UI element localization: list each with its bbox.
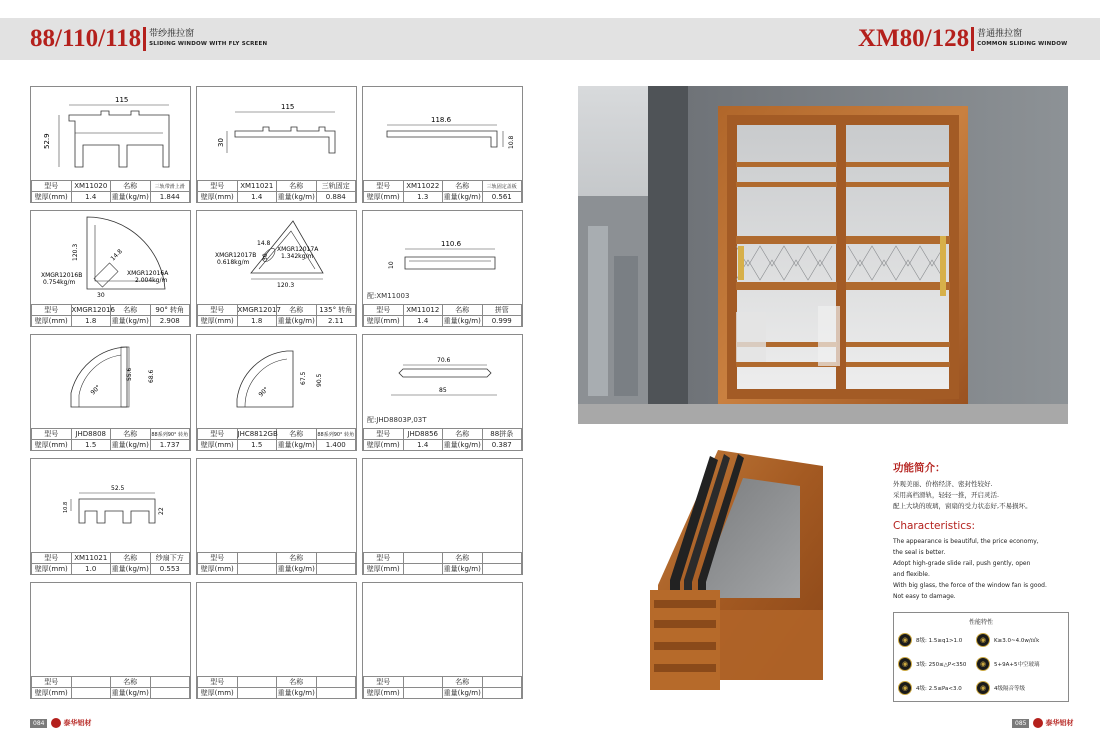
spec-table: 型号 名称 壁厚(mm) 重量(kg/m)	[197, 552, 356, 575]
profile-drawing	[363, 87, 522, 180]
spec-table: 型号 XM11022 名称 三轨固定盖板 壁厚(mm) 1.3 重量(kg/m) 0.561	[363, 180, 522, 203]
svg-text:22: 22	[158, 507, 165, 515]
wind-pressure-icon: ◉	[898, 681, 912, 695]
logo-icon	[1033, 718, 1043, 728]
series-title-right: XM80/128	[858, 25, 970, 52]
page-number: 085	[1012, 719, 1029, 728]
profile-card	[362, 210, 523, 327]
header-subtitle-left	[149, 29, 267, 49]
profile-drawing	[31, 459, 190, 552]
spec-table: 型号 JHD8808 名称 88系列90° 转角 壁厚(mm) 1.5 重量(kg/m) 1.737	[31, 428, 190, 451]
svg-text:10.8: 10.8	[63, 501, 69, 513]
profile-card	[362, 582, 523, 699]
svg-text:XMGR12016A: XMGR12016A	[127, 270, 169, 277]
profile-drawing	[31, 335, 190, 428]
subtitle-en: COMMON SLIDING WINDOW	[977, 41, 1068, 47]
feature-line: Adopt high-grade slide rail, push gently, open	[893, 560, 1031, 567]
insulation-icon: ◉	[976, 633, 990, 647]
subtitle-cn: 普通推拉窗	[977, 29, 1023, 39]
subtitle-cn: 带纱推拉窗	[149, 29, 195, 39]
profile-card	[30, 86, 191, 203]
spec-table: 型号 XMGR12016 名称 90° 转角 壁厚(mm) 1.8 重量(kg/m) 2.908	[31, 304, 190, 327]
airtightness-icon: ◉	[898, 633, 912, 647]
profile-note: 配:JHD8803P,03T	[367, 416, 427, 424]
svg-text:110.6: 110.6	[441, 240, 462, 248]
profile-card	[30, 210, 191, 327]
profile-drawing	[197, 211, 356, 304]
spec-table: 型号 XM11021 名称 三轨固定 壁厚(mm) 1.4 重量(kg/m) 0.884	[197, 180, 356, 203]
logo-icon	[51, 718, 61, 728]
profile-card	[196, 458, 357, 575]
brand-logo: 泰华铝材	[1033, 718, 1073, 728]
svg-text:120.3: 120.3	[277, 282, 295, 289]
svg-text:52.9: 52.9	[43, 133, 51, 149]
spec-table: 型号 JHC8812GB 名称 88系列90° 转角 壁厚(mm) 1.5 重量(kg/m) 1.400	[197, 428, 356, 451]
svg-text:30: 30	[97, 292, 105, 299]
spec-table: 型号 名称 壁厚(mm) 重量(kg/m)	[363, 552, 522, 575]
svg-text:14.8: 14.8	[109, 248, 124, 263]
footer-right	[1012, 718, 1073, 728]
profile-card	[362, 86, 523, 203]
spec-table: 型号 名称 壁厚(mm) 重量(kg/m)	[31, 676, 190, 699]
feature-line: Not easy to damage.	[893, 593, 956, 600]
svg-text:90.5: 90.5	[316, 373, 323, 387]
svg-text:30: 30	[262, 253, 269, 261]
svg-text:67.5: 67.5	[300, 371, 307, 385]
svg-text:68.6: 68.6	[148, 369, 155, 383]
spec-table: 型号 XM11020 名称 三轨带滑上滑 壁厚(mm) 1.4 重量(kg/m) 1.844	[31, 180, 190, 203]
brand-logo: 泰华铝材	[51, 718, 91, 728]
svg-text:115: 115	[115, 96, 129, 104]
svg-text:0.754kg/m: 0.754kg/m	[43, 279, 76, 286]
feature-line: the seal is better.	[893, 549, 946, 556]
profile-card	[196, 86, 357, 203]
profile-card	[30, 458, 191, 575]
performance-row: ◉ 3级: 250≤△P<350 ◉ 5+9A+5中空玻璃	[898, 653, 1068, 675]
svg-text:2.004kg/m: 2.004kg/m	[135, 277, 168, 284]
profile-grid	[30, 86, 526, 698]
feature-line: 配上大块的玻璃，窗扇的受力状态好,不易损坏。	[893, 502, 1032, 510]
feature-line: The appearance is beautiful, the price economy,	[893, 538, 1039, 545]
spec-table: 型号 XM11021 名称 纱扇下方 壁厚(mm) 1.0 重量(kg/m) 0.553	[31, 552, 190, 575]
profile-card	[362, 334, 523, 451]
features-title-en: Characteristics:	[893, 520, 976, 532]
svg-text:85: 85	[439, 387, 447, 394]
svg-text:0.618kg/m: 0.618kg/m	[217, 259, 250, 266]
profile-card	[30, 582, 191, 699]
watertightness-icon: ◉	[898, 657, 912, 671]
profile-note: 配:XM11003	[367, 292, 410, 300]
performance-row: ◉ 4级: 2.5≤Pa<3.0 ◉ 4级隔音等级	[898, 677, 1068, 699]
features-title-cn: 功能简介：	[893, 462, 946, 474]
svg-text:XMGR12017A: XMGR12017A	[277, 246, 319, 253]
spec-table: 型号 名称 壁厚(mm) 重量(kg/m)	[363, 676, 522, 699]
feature-line: and flexible.	[893, 571, 930, 578]
svg-text:90°: 90°	[89, 383, 102, 397]
sound-icon: ◉	[976, 681, 990, 695]
svg-text:30: 30	[217, 138, 225, 147]
svg-text:14.8: 14.8	[257, 240, 271, 247]
glass-icon: ◉	[976, 657, 990, 671]
series-title-left: 88/110/118	[30, 25, 142, 52]
svg-text:70.6: 70.6	[437, 357, 451, 364]
svg-text:55.6: 55.6	[126, 367, 133, 381]
profile-card	[196, 334, 357, 451]
svg-text:10.8: 10.8	[508, 135, 515, 149]
header-right	[858, 22, 1067, 56]
page-number: 084	[30, 719, 47, 728]
svg-text:90°: 90°	[257, 385, 270, 399]
features-block	[893, 460, 1073, 602]
footer-left	[30, 718, 91, 728]
svg-text:XMGR12017B: XMGR12017B	[215, 252, 257, 259]
profile-cross-section-image	[578, 430, 888, 700]
performance-row: ◉ 8级: 1.5≥q1>1.0 ◉ K≥3.0~4.0w/㎡k	[898, 629, 1068, 651]
header-divider	[971, 27, 974, 51]
feature-line: 外观美丽、价格经济、密封性较好.	[893, 480, 993, 488]
profile-card	[362, 458, 523, 575]
profile-card	[30, 334, 191, 451]
profile-drawing	[31, 87, 190, 180]
svg-text:52.5: 52.5	[111, 485, 125, 492]
subtitle-en: SLIDING WINDOW WITH FLY SCREEN	[149, 41, 268, 47]
performance-title: 性能特性	[968, 619, 993, 626]
profile-drawing	[31, 211, 190, 304]
header-left	[30, 22, 267, 56]
svg-text:118.6: 118.6	[431, 116, 452, 124]
svg-text:10: 10	[388, 261, 395, 269]
svg-text:115: 115	[281, 103, 295, 111]
product-photo-sliding-window	[578, 86, 1068, 424]
svg-text:120.3: 120.3	[72, 243, 79, 261]
spec-table: 型号 XM11012 名称 拼管 壁厚(mm) 1.4 重量(kg/m) 0.999	[363, 304, 522, 327]
profile-card	[196, 582, 357, 699]
profile-drawing	[197, 335, 356, 428]
svg-text:XMGR12016B: XMGR12016B	[41, 272, 83, 279]
feature-line: With big glass, the force of the window fan is good.	[893, 582, 1047, 589]
performance-table	[893, 612, 1069, 702]
svg-text:1.342kg/m: 1.342kg/m	[281, 253, 314, 260]
header-divider	[143, 27, 146, 51]
header-subtitle-right	[977, 29, 1067, 49]
spec-table: 型号 XMGR12017 名称 135° 转角 壁厚(mm) 1.8 重量(kg/m) 2.11	[197, 304, 356, 327]
spec-table: 型号 名称 壁厚(mm) 重量(kg/m)	[197, 676, 356, 699]
profile-card	[196, 210, 357, 327]
spec-table: 型号 JHD8856 名称 88拼条 壁厚(mm) 1.4 重量(kg/m) 0.387	[363, 428, 522, 451]
feature-line: 采用高档滑轨，轻轻一推，开启灵活.	[893, 491, 1000, 499]
profile-drawing	[197, 87, 356, 180]
